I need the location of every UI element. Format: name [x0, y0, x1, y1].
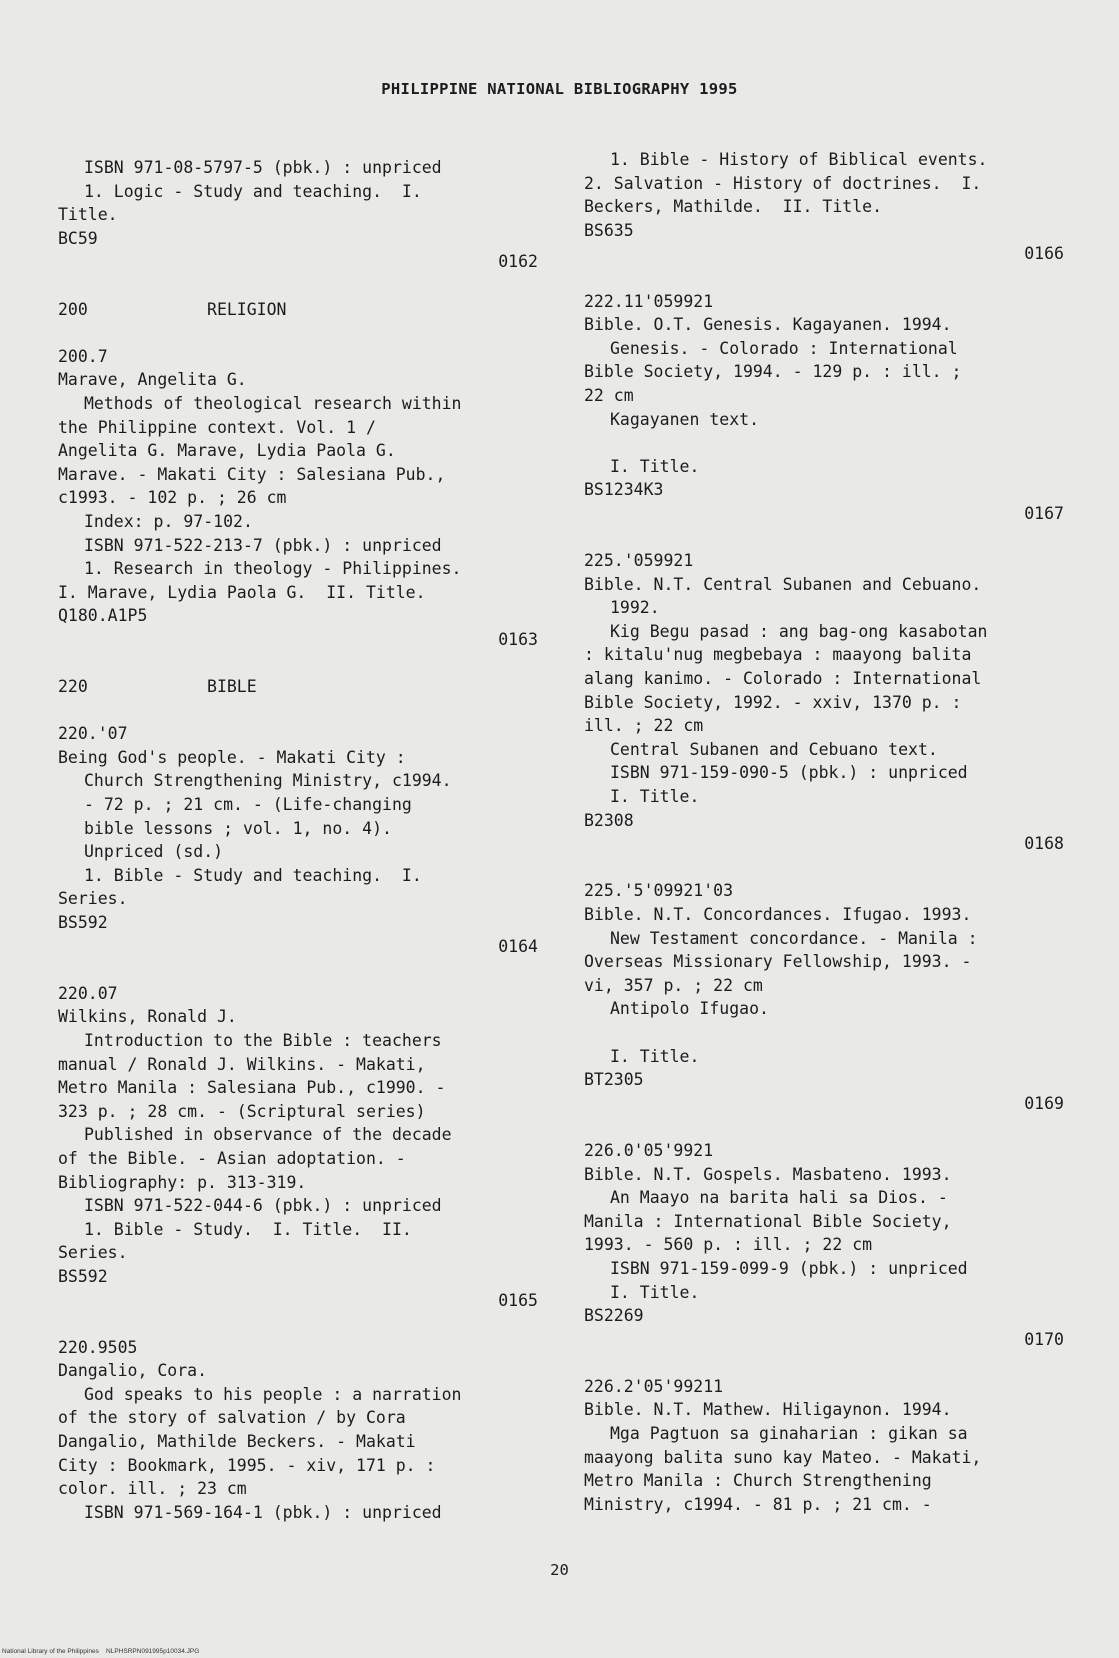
entry-line: 220.9505	[58, 1337, 138, 1357]
entry-line: Metro Manila : Church Strengthening	[584, 1471, 932, 1491]
entry-line: Ministry, c1994. - 81 p. ; 21 cm. -	[584, 1494, 932, 1514]
page-number: 20	[550, 1561, 569, 1579]
entry-line: Unpriced (sd.)	[84, 842, 224, 862]
entry-number: 0164	[498, 936, 538, 956]
entry-line: Kagayanen text.	[610, 409, 760, 429]
entry-line: Series.	[58, 1243, 128, 1263]
entry-line: Bible. O.T. Genesis. Kagayanen. 1994.	[584, 315, 952, 335]
entry-number: 0166	[1024, 244, 1064, 264]
entry-line: B2308	[584, 810, 634, 830]
entry-line: Bible. N.T. Gospels. Masbateno. 1993.	[584, 1164, 952, 1184]
entry-number: 0162	[498, 252, 538, 272]
entry-number: 0168	[1024, 834, 1064, 854]
entry-line: c1993. - 102 p. ; 26 cm	[58, 488, 287, 508]
entry-line: of the story of salvation / by Cora	[58, 1408, 406, 1428]
spacer	[584, 1115, 1064, 1139]
entry-line: Being God's people. - Makati City :	[58, 747, 406, 767]
entry-line: Overseas Missionary Fellowship, 1993. -	[584, 952, 972, 972]
entry-line: 220 BIBLE	[58, 677, 257, 697]
entry-line: 1. Research in theology - Philippines.	[84, 559, 462, 579]
entry-line: color. ill. ; 23 cm	[58, 1479, 247, 1499]
entry-line: Genesis. - Colorado : International	[610, 338, 958, 358]
entry-line: 225.'5'09921'03	[584, 881, 734, 901]
entry-line: : kitalu'nug megbebaya : maayong balita	[584, 645, 972, 665]
entry-line: bible lessons ; vol. 1, no. 4).	[84, 818, 392, 838]
entry-line: 1992.	[610, 598, 660, 618]
entry-line: ISBN 971-522-044-6 (pbk.) : unpriced	[84, 1196, 442, 1216]
entry-line: Published in observance of the decade	[84, 1125, 452, 1145]
entry-line: BT2305	[584, 1070, 644, 1090]
entry-line: Bible. N.T. Central Subanen and Cebuano.	[584, 574, 982, 594]
entry-line: ISBN 971-159-090-5 (pbk.) : unpriced	[610, 763, 968, 783]
entry-line: City : Bookmark, 1995. - xiv, 171 p. :	[58, 1455, 436, 1475]
entry-line: 1. Bible - Study and teaching. I.	[84, 865, 422, 885]
entry-line: Antipolo Ifugao.	[610, 999, 769, 1019]
entry-line: 200.7	[58, 346, 108, 366]
entry-line: ISBN 971-159-099-9 (pbk.) : unpriced	[610, 1258, 968, 1278]
entry-line: Church Strengthening Ministry, c1994.	[84, 771, 452, 791]
entry-line: God speaks to his people : a narration	[84, 1384, 462, 1404]
entry-number: 0165	[498, 1290, 538, 1310]
entry-line: ISBN 971-08-5797-5 (pbk.) : unpriced	[84, 158, 442, 177]
entry-line: Introduction to the Bible : teachers	[84, 1030, 442, 1050]
entry-line: I. Title.	[610, 787, 700, 807]
left-column	[58, 156, 538, 1524]
entry-line: Bible Society, 1992. - xxiv, 1370 p. :	[584, 692, 962, 712]
entry-line: 2. Salvation - History of doctrines. I.	[584, 173, 982, 193]
entry-line: Kig Begu pasad : ang bag-ong kasabotan	[610, 621, 988, 641]
entry-number: 0167	[1024, 503, 1064, 523]
entry-line: 222.11'059921	[584, 291, 714, 311]
entry-line: I. Title.	[610, 1282, 700, 1302]
entry-line: BC59	[58, 228, 98, 248]
scan-footer: National Library of the Philippines NLPHSRPN091995p10034.JPG	[2, 1648, 200, 1655]
entry-line: Index: p. 97-102.	[84, 511, 253, 531]
entry-line: Marave, Angelita G.	[58, 370, 247, 390]
right-column	[584, 148, 1064, 1516]
entry-line: of the Bible. - Asian adoptation. -	[58, 1148, 406, 1168]
entry-line: I. Marave, Lydia Paola G. II. Title.	[58, 582, 426, 602]
entry-line: vi, 357 p. ; 22 cm	[584, 975, 763, 995]
entry-line: 1993. - 560 p. : ill. ; 22 cm	[584, 1235, 873, 1255]
entry-line: Q180.A1P5	[58, 606, 148, 626]
entry-line: Title.	[58, 205, 118, 225]
entry-number: 0163	[498, 629, 538, 649]
entry-line: the Philippine context. Vol. 1 /	[58, 417, 376, 437]
entry-line: I. Title.	[610, 456, 700, 476]
entry-line: Series.	[58, 889, 128, 909]
entry-line: 225.'059921	[584, 551, 694, 571]
spacer	[58, 1312, 538, 1336]
spacer	[584, 1351, 1064, 1375]
entry-line: Metro Manila : Salesiana Pub., c1990. -	[58, 1078, 446, 1098]
entry-line: Methods of theological research within	[84, 393, 462, 413]
entry-line: 1. Logic - Study and teaching. I.	[84, 181, 422, 201]
entry-line: alang kanimo. - Colorado : International	[584, 669, 982, 689]
entry-line: 323 p. ; 28 cm. - (Scriptural series)	[58, 1101, 426, 1121]
spacer	[584, 266, 1064, 290]
entry-line: Marave. - Makati City : Salesiana Pub.,	[58, 464, 446, 484]
spacer	[58, 958, 538, 982]
entry-line: Central Subanen and Cebuano text.	[610, 739, 938, 759]
entry-line: 220.07	[58, 983, 118, 1003]
entry-line: Bibliography: p. 313-319.	[58, 1172, 307, 1192]
entry-line: 200 RELIGION	[58, 299, 287, 319]
entry-line: Wilkins, Ronald J.	[58, 1007, 237, 1027]
entry-line: Beckers, Mathilde. II. Title.	[584, 197, 883, 217]
entry-line: manual / Ronald J. Wilkins. - Makati,	[58, 1054, 426, 1074]
entry-number: 0170	[1024, 1329, 1064, 1349]
spacer	[58, 274, 538, 298]
entry-line: 226.0'05'9921	[584, 1140, 714, 1160]
entry-line: BS592	[58, 1266, 108, 1286]
entry-line: BS592	[58, 913, 108, 932]
spacer	[584, 526, 1064, 550]
entry-line: Dangalio, Cora.	[58, 1361, 208, 1381]
entry-line: 1. Bible - History of Biblical events.	[610, 150, 988, 169]
entry-line: 220.'07	[58, 724, 128, 744]
entry-line: maayong balita suno kay Mateo. - Makati,	[584, 1447, 982, 1467]
entry-number: 0169	[1024, 1093, 1064, 1113]
page-title: PHILIPPINE NATIONAL BIBLIOGRAPHY 1995	[381, 80, 738, 98]
entry-line: - 72 p. ; 21 cm. - (Life-changing	[84, 795, 412, 815]
entry-line: Bible. N.T. Concordances. Ifugao. 1993.	[584, 905, 972, 924]
entry-line: New Testament concordance. - Manila :	[610, 928, 978, 948]
spacer	[58, 699, 538, 723]
spacer	[58, 651, 538, 675]
spacer	[584, 431, 1064, 455]
entry-line: BS1234K3	[584, 480, 664, 500]
entry-line: Mga Pagtuon sa ginaharian : gikan sa	[610, 1424, 968, 1444]
spacer	[58, 321, 538, 345]
entry-line: ill. ; 22 cm	[584, 716, 704, 736]
entry-line: BS635	[584, 220, 634, 240]
entry-line: An Maayo na barita hali sa Dios. -	[610, 1188, 948, 1208]
spacer	[584, 856, 1064, 880]
entry-line: ISBN 971-522-213-7 (pbk.) : unpriced	[84, 535, 442, 555]
entry-line: I. Title.	[610, 1046, 700, 1066]
entry-line: 226.2'05'99211	[584, 1376, 724, 1396]
spacer	[584, 1021, 1064, 1045]
entry-line: 1. Bible - Study. I. Title. II.	[84, 1219, 412, 1239]
entry-line: Angelita G. Marave, Lydia Paola G.	[58, 441, 396, 461]
entry-line: Bible. N.T. Mathew. Hiligaynon. 1994.	[584, 1400, 952, 1420]
entry-line: Bible Society, 1994. - 129 p. : ill. ;	[584, 362, 962, 382]
entry-line: Manila : International Bible Society,	[584, 1211, 952, 1231]
entry-line: 22 cm	[584, 385, 634, 405]
entry-line: Dangalio, Mathilde Beckers. - Makati	[58, 1432, 416, 1452]
entry-line: BS2269	[584, 1306, 644, 1326]
entry-line: ISBN 971-569-164-1 (pbk.) : unpriced	[84, 1502, 442, 1522]
